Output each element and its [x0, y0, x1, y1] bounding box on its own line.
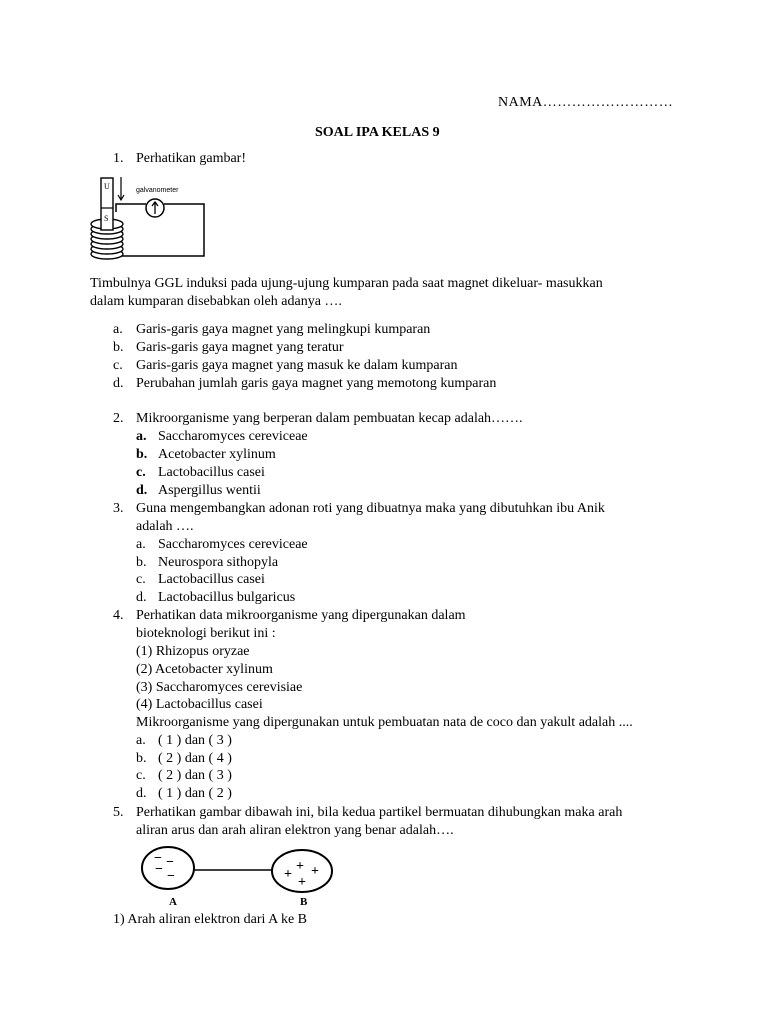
plus-sign: + — [298, 875, 306, 890]
minus-sign: − — [167, 869, 175, 884]
q5-number: 5. — [113, 805, 124, 820]
magnet-pole-u: U — [104, 182, 110, 191]
q5-statement-1: 1) Arah aliran elektron dari A ke B — [113, 912, 307, 927]
q4-prompt-line1: Perhatikan data mikroorganisme yang dipergunakan dalam — [136, 608, 466, 623]
q4-option-text: ( 1 ) dan ( 2 ) — [158, 786, 232, 801]
q3-prompt-line2: adalah …. — [136, 519, 194, 534]
q2-option-letter: b. — [136, 447, 148, 462]
plus-sign: + — [296, 859, 304, 874]
q1-number: 1. — [113, 151, 124, 166]
q4-option-letter: d. — [136, 786, 147, 801]
q2-number: 2. — [113, 411, 124, 426]
q4-prompt-line2: bioteknologi berikut ini : — [136, 626, 276, 641]
magnet-pole-s: S — [104, 214, 109, 223]
q4-option-text: ( 2 ) dan ( 3 ) — [158, 768, 232, 783]
q4-option-letter: c. — [136, 768, 146, 783]
label-b: B — [300, 896, 308, 908]
q3-option-letter: a. — [136, 537, 146, 552]
q5-prompt-line2: aliran arus dan arah aliran elektron yang benar adalah…. — [136, 823, 454, 838]
q3-option-text: Lactobacillus bulgaricus — [158, 590, 296, 605]
q2-option-text: Lactobacillus casei — [158, 465, 265, 480]
q4-option-letter: a. — [136, 733, 146, 748]
q1-option-text: Perubahan jumlah garis gaya magnet yang memotong kumparan — [136, 376, 497, 391]
minus-sign: − — [166, 855, 174, 870]
q4-option-letter: b. — [136, 751, 147, 766]
q3-option-letter: b. — [136, 555, 147, 570]
q2-option-text: Acetobacter xylinum — [158, 447, 276, 462]
q1-option-letter: c. — [113, 358, 123, 373]
q1-option-text: Garis-garis gaya magnet yang teratur — [136, 340, 344, 355]
label-a: A — [169, 896, 177, 908]
q5-prompt-line1: Perhatikan gambar dibawah ini, bila kedua partikel bermuatan dihubungkan maka arah — [136, 805, 623, 820]
q2-option-text: Aspergillus wentii — [158, 483, 261, 498]
q3-option-letter: d. — [136, 590, 147, 605]
page-title: SOAL IPA KELAS 9 — [315, 125, 440, 140]
q1-option-letter: b. — [113, 340, 124, 355]
induction-figure — [90, 172, 215, 264]
q4-option-text: ( 2 ) dan ( 4 ) — [158, 751, 232, 766]
plus-sign: + — [284, 867, 292, 882]
q1-option-letter: d. — [113, 376, 124, 391]
q2-option-letter: d. — [136, 483, 148, 498]
q4-item: (2) Acetobacter xylinum — [136, 662, 273, 677]
q1-prompt: Perhatikan gambar! — [136, 151, 247, 166]
name-field: NAMA……………………… — [498, 95, 674, 110]
q4-item: (3) Saccharomyces cerevisiae — [136, 680, 303, 695]
q2-option-letter: a. — [136, 429, 147, 444]
q4-number: 4. — [113, 608, 124, 623]
charged-particles-figure — [136, 844, 346, 908]
q4-item: (1) Rhizopus oryzae — [136, 644, 250, 659]
q3-option-text: Lactobacillus casei — [158, 572, 265, 587]
q2-prompt: Mikroorganisme yang berperan dalam pembuatan kecap adalah……. — [136, 411, 523, 426]
galvanometer-label: galvanometer — [136, 187, 179, 194]
q2-option-text: Saccharomyces cereviceae — [158, 429, 308, 444]
q4-item: (4) Lactobacillus casei — [136, 697, 263, 712]
minus-sign: − — [155, 862, 163, 877]
q2-option-letter: c. — [136, 465, 146, 480]
q3-prompt-line1: Guna mengembangkan adonan roti yang dibuatnya maka yang dibutuhkan ibu Anik — [136, 501, 605, 516]
q1-option-text: Garis-garis gaya magnet yang melingkupi kumparan — [136, 322, 431, 337]
q3-number: 3. — [113, 501, 124, 516]
q3-option-letter: c. — [136, 572, 146, 587]
q4-question: Mikroorganisme yang dipergunakan untuk pembuatan nata de coco dan yakult adalah .... — [136, 715, 633, 730]
minus-sign: − — [154, 851, 162, 866]
q4-option-text: ( 1 ) dan ( 3 ) — [158, 733, 232, 748]
plus-sign: + — [311, 864, 319, 879]
q3-option-text: Saccharomyces cereviceae — [158, 537, 308, 552]
q1-stem-line2: dalam kumparan disebabkan oleh adanya …. — [90, 294, 342, 309]
q1-stem-line1: Timbulnya GGL induksi pada ujung-ujung kumparan pada saat magnet dikeluar- masukkan — [90, 276, 603, 291]
q1-option-text: Garis-garis gaya magnet yang masuk ke dalam kumparan — [136, 358, 458, 373]
q1-option-letter: a. — [113, 322, 123, 337]
down-arrow-icon — [118, 177, 124, 200]
q3-option-text: Neurospora sithopyla — [158, 555, 279, 570]
